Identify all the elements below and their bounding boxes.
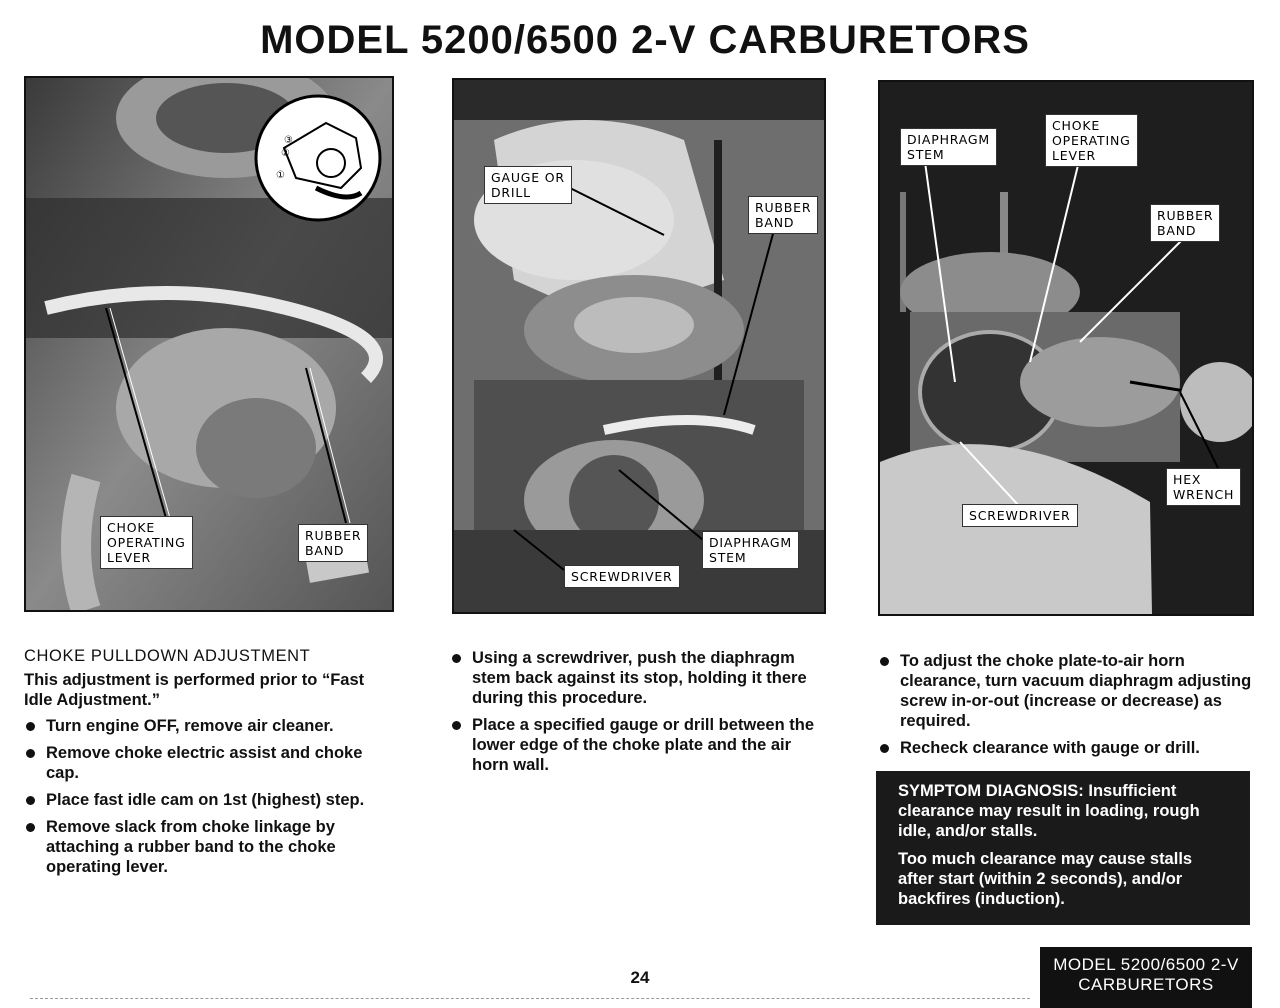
bullet-icon bbox=[26, 749, 35, 758]
bullet-icon bbox=[452, 721, 461, 730]
callout-choke-operating-lever: CHOKE OPERATING LEVER bbox=[100, 516, 193, 569]
symptom-paragraph-2: Too much clearance may cause stalls after start (within 2 seconds), and/or backfires (induction). bbox=[898, 850, 1193, 908]
bullet-icon bbox=[880, 657, 889, 666]
section-heading: CHOKE PULLDOWN ADJUSTMENT bbox=[24, 647, 311, 665]
bullet-icon bbox=[26, 823, 35, 832]
symptom-diagnosis-box bbox=[876, 771, 1250, 925]
bullet-icon bbox=[26, 722, 35, 731]
callout-screwdriver: SCREWDRIVER bbox=[564, 565, 680, 588]
bottom-rule bbox=[30, 998, 1030, 999]
left-bullet-list bbox=[24, 716, 394, 877]
page-title: MODEL 5200/6500 2-V CARBURETORS bbox=[260, 18, 1030, 62]
list-item bbox=[450, 715, 826, 775]
page-number: 24 bbox=[630, 968, 650, 987]
list-item-text: To adjust the choke plate-to-air horn clearance, turn vacuum diaphragm adjusting screw in-or-out (increase or decrease) as required. bbox=[900, 652, 1252, 730]
symptom-paragraph-1: SYMPTOM DIAGNOSIS: Insufficient clearance may result in loading, rough idle, and/or stalls. bbox=[898, 782, 1200, 840]
inset-number-3: ③ bbox=[284, 135, 294, 146]
bullet-icon bbox=[880, 744, 889, 753]
inset-number-1: ① bbox=[276, 170, 286, 181]
callout-rubber-band: RUBBER BAND bbox=[298, 524, 368, 562]
right-column bbox=[878, 651, 1254, 765]
callout-diaphragm-stem: DIAPHRAGM STEM bbox=[900, 128, 997, 166]
list-item bbox=[878, 738, 1254, 758]
right-bullet-list bbox=[878, 651, 1254, 758]
list-item bbox=[450, 648, 826, 708]
photo-choke-lever bbox=[24, 76, 394, 612]
list-item bbox=[878, 651, 1254, 731]
callout-rubber-band: RUBBER BAND bbox=[748, 196, 818, 234]
list-item-text: Remove choke electric assist and choke cap. bbox=[46, 744, 363, 782]
callout-rubber-band: RUBBER BAND bbox=[1150, 204, 1220, 242]
footer-section-tab bbox=[1040, 947, 1252, 1008]
inset-number-2: ② bbox=[281, 148, 291, 159]
left-column bbox=[24, 646, 394, 884]
photo-hex-wrench bbox=[878, 80, 1254, 616]
list-item bbox=[24, 790, 394, 810]
callout-choke-operating-lever: CHOKE OPERATING LEVER bbox=[1045, 114, 1138, 167]
intro-text: This adjustment is performed prior to “Fast Idle Adjustment.” bbox=[24, 671, 365, 709]
callout-diaphragm-stem: DIAPHRAGM STEM bbox=[702, 531, 799, 569]
list-item bbox=[24, 716, 394, 736]
middle-bullet-list bbox=[450, 648, 826, 775]
bullet-icon bbox=[26, 796, 35, 805]
footer-tab-line-2: CARBURETORS bbox=[1078, 975, 1214, 994]
photo-gauge-drill bbox=[452, 78, 826, 614]
middle-column bbox=[450, 648, 826, 782]
list-item-text: Place fast idle cam on 1st (highest) step. bbox=[46, 791, 365, 809]
callout-gauge-or-drill: GAUGE OR DRILL bbox=[484, 166, 572, 204]
list-item bbox=[24, 817, 394, 877]
footer-tab-line-1: MODEL 5200/6500 2-V bbox=[1053, 955, 1239, 974]
list-item bbox=[24, 743, 394, 783]
bullet-icon bbox=[452, 654, 461, 663]
callout-hex-wrench: HEX WRENCH bbox=[1166, 468, 1241, 506]
list-item-text: Turn engine OFF, remove air cleaner. bbox=[46, 717, 334, 735]
list-item-text: Using a screwdriver, push the diaphragm stem back against its stop, holding it there during this procedure. bbox=[472, 649, 807, 707]
list-item-text: Recheck clearance with gauge or drill. bbox=[900, 739, 1200, 757]
list-item-text: Remove slack from choke linkage by attaching a rubber band to the choke operating lever. bbox=[46, 818, 336, 876]
callout-screwdriver: SCREWDRIVER bbox=[962, 504, 1078, 527]
list-item-text: Place a specified gauge or drill between the lower edge of the choke plate and the air horn wall. bbox=[472, 716, 815, 774]
